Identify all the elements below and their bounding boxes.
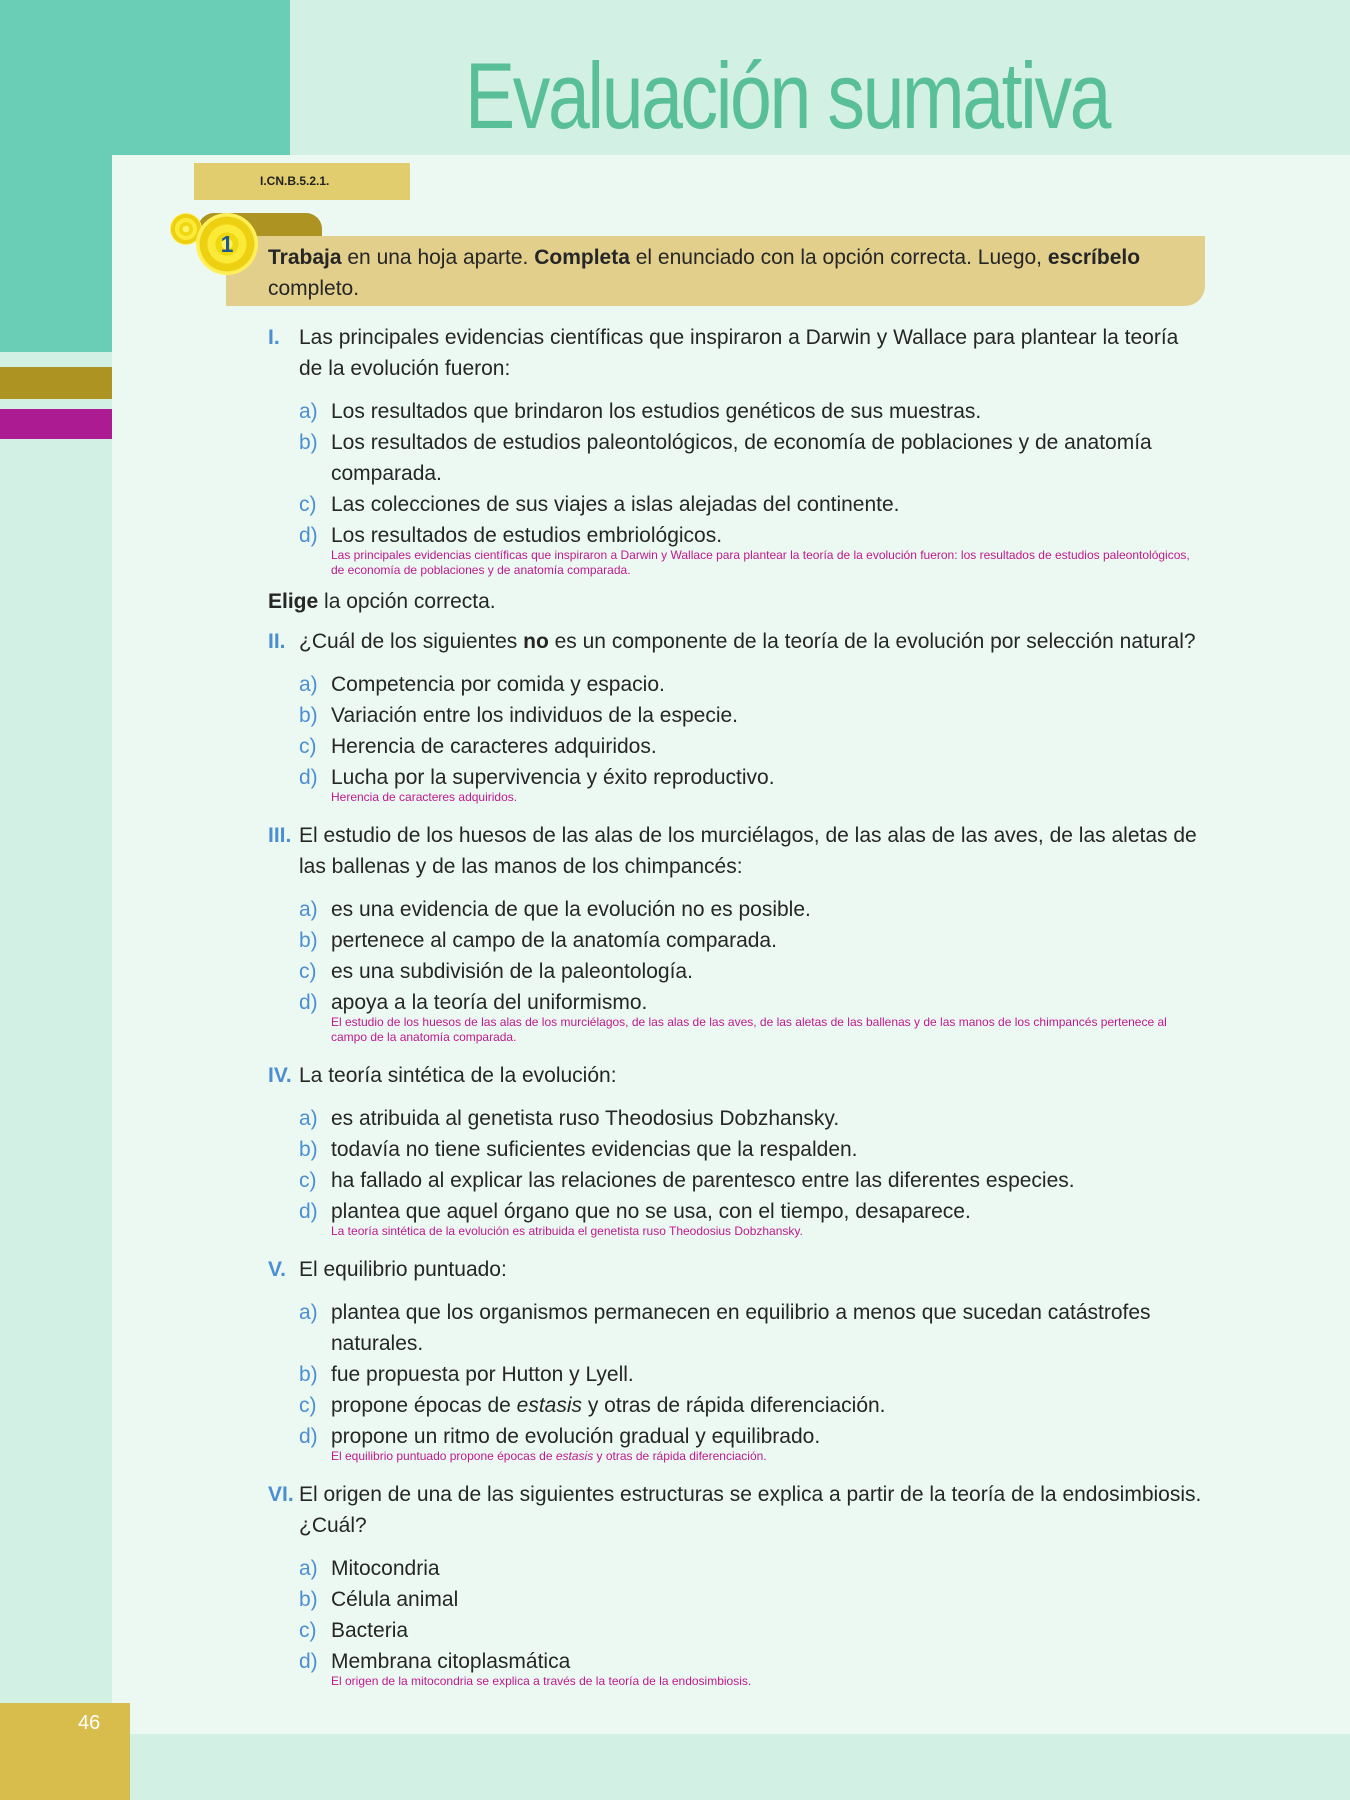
question-number: I. — [268, 326, 280, 349]
question-number: VI. — [268, 1483, 294, 1506]
indicator-code: I.CN.B.5.2.1. — [194, 163, 410, 200]
option: a) es una evidencia de que la evolución no es posible. — [299, 898, 811, 921]
answer-annotation: El origen de la mitocondria se explica a través de la teoría de la endosimbiosis. — [331, 1674, 752, 1688]
decor-bottom-strip — [0, 1734, 1350, 1800]
answer-annotation: La teoría sintética de la evolución es atribuida el genetista ruso Theodosius Dobzhansky. — [331, 1224, 803, 1238]
option: d) apoya a la teoría del uniformismo. — [299, 991, 648, 1014]
choose-instruction: Elige la opción correcta. — [268, 590, 496, 613]
option: c) Herencia de caracteres adquiridos. — [299, 735, 657, 758]
question-1 — [268, 322, 1204, 384]
question-number: II. — [268, 630, 286, 653]
options-2 — [268, 669, 1204, 805]
option: a) plantea que los organismos permanecen en equilibrio a menos que sucedan catástrofes naturales. — [299, 1301, 1151, 1355]
answer-annotation: Las principales evidencias científicas que inspiraron a Darwin y Wallace para plantear la teoría de la evolución fueron: los resultados de estudios paleontológicos, de economía de poblaciones y de anatomía comparada. — [331, 548, 1190, 577]
option: a) Competencia por comida y espacio. — [299, 673, 665, 696]
question-text: El origen de una de las siguientes estructuras se explica a partir de la teoría de la endosimbiosis. ¿Cuál? — [299, 1483, 1202, 1537]
option: b) fue propuesta por Hutton y Lyell. — [299, 1363, 634, 1386]
option: d) Membrana citoplasmática — [299, 1650, 571, 1673]
question-list — [268, 322, 1204, 1689]
option: a) Mitocondria — [299, 1557, 440, 1580]
question-5 — [268, 1254, 1204, 1285]
question-3 — [268, 820, 1204, 882]
question-text: Las principales evidencias científicas que inspiraron a Darwin y Wallace para plantear la teoría de la evolución fueron: — [299, 326, 1179, 380]
question-2: II. ¿Cuál de los siguientes no es un componente de la teoría de la evolución por selección natural? — [268, 626, 1204, 657]
option: c) Las colecciones de sus viajes a islas alejadas del continente. — [299, 493, 900, 516]
option: b) Variación entre los individuos de la especie. — [299, 704, 739, 727]
activity-number-badge: 1 — [196, 213, 258, 275]
option: a) Los resultados que brindaron los estudios genéticos de sus muestras. — [299, 400, 982, 423]
question-6 — [268, 1479, 1204, 1541]
option: c) Bacteria — [299, 1619, 409, 1642]
question-text: El equilibrio puntuado: — [299, 1258, 507, 1281]
question-number: V. — [268, 1258, 286, 1281]
options-1 — [268, 396, 1204, 578]
question-number: III. — [268, 824, 292, 847]
options-5 — [268, 1297, 1204, 1464]
question-4 — [268, 1060, 1204, 1091]
options-4 — [268, 1103, 1204, 1239]
options-3 — [268, 894, 1204, 1045]
question-text: La teoría sintética de la evolución: — [299, 1064, 617, 1087]
answer-annotation: El estudio de los huesos de las alas de los murciélagos, de las alas de las aves, de las aletas de las ballenas y de las manos de los chimpancés pertenece al campo de la anatomía comparada. — [331, 1015, 1167, 1044]
page-title: Evaluación sumativa — [465, 43, 1110, 148]
option: b) todavía no tiene suficientes evidencias que la respalden. — [299, 1138, 858, 1161]
decor-olive-bar — [0, 367, 112, 399]
activity-instruction: Trabaja en una hoja aparte. Completa el enunciado con la opción correcta. Luego, escríbelo completo. — [226, 236, 1205, 306]
option: c) es una subdivisión de la paleontología. — [299, 960, 693, 983]
option: c) propone épocas de estasis y otras de rápida diferenciación. — [299, 1394, 886, 1417]
option: d) plantea que aquel órgano que no se usa, con el tiempo, desaparece. — [299, 1200, 971, 1223]
page-number: 46 — [78, 1712, 101, 1734]
option: a) es atribuida al genetista ruso Theodosius Dobzhansky. — [299, 1107, 840, 1130]
question-number: IV. — [268, 1064, 292, 1087]
decor-magenta-bar — [0, 409, 112, 439]
question-text: El estudio de los huesos de las alas de los murciélagos, de las alas de las aves, de las aletas de las ballenas y de las manos de los chimpancés: — [299, 824, 1197, 878]
option: b) Célula animal — [299, 1588, 459, 1611]
option: b) pertenece al campo de la anatomía comparada. — [299, 929, 777, 952]
options-6 — [268, 1553, 1204, 1689]
option: b) Los resultados de estudios paleontológicos, de economía de poblaciones y de anatomía comparada. — [299, 431, 1152, 485]
option: d) Los resultados de estudios embriológicos. — [299, 524, 723, 547]
option: d) Lucha por la supervivencia y éxito reproductivo. — [299, 766, 775, 789]
answer-annotation: Herencia de caracteres adquiridos. — [331, 790, 518, 804]
answer-annotation: El equilibrio puntuado propone épocas de estasis y otras de rápida diferenciación. — [331, 1449, 767, 1463]
option: c) ha fallado al explicar las relaciones de parentesco entre las diferentes especies. — [299, 1169, 1075, 1192]
option: d) propone un ritmo de evolución gradual y equilibrado. — [299, 1425, 821, 1448]
page-number-block — [0, 1703, 130, 1800]
